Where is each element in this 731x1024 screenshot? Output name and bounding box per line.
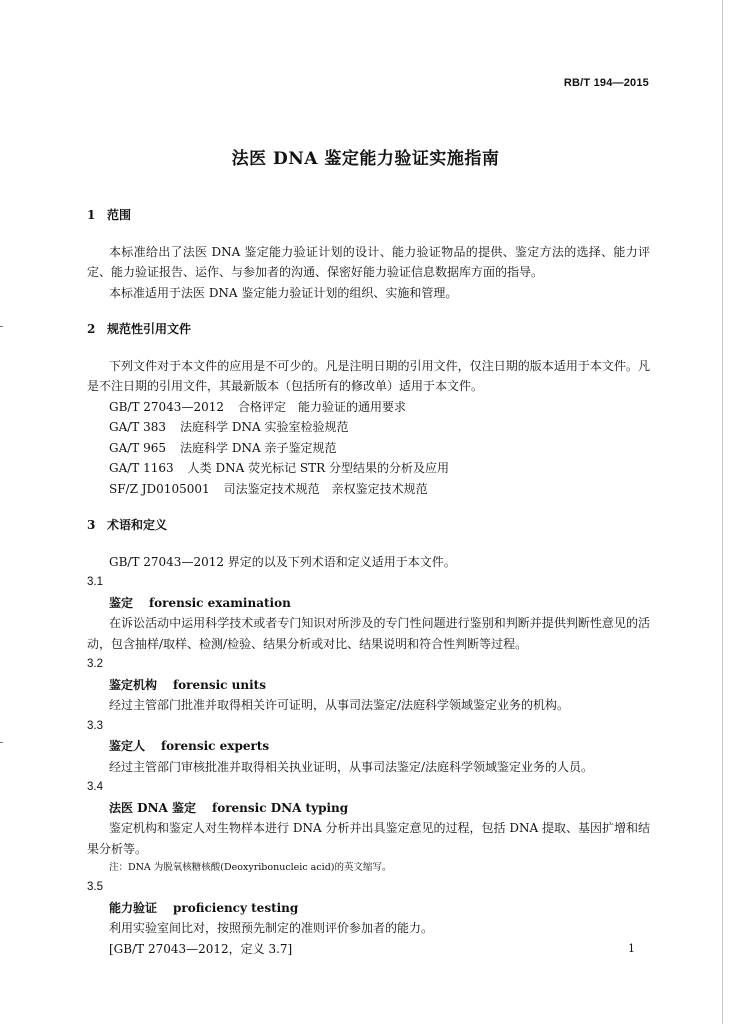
margin-tick: [0, 742, 3, 743]
term-entry: [87, 593, 650, 614]
reference-item: [87, 438, 650, 459]
term-zh: 能力验证: [109, 900, 158, 915]
term-en: forensic DNA typing: [212, 800, 349, 815]
term-entry: [87, 736, 650, 757]
paragraph: 本标准适用于法医 DNA 鉴定能力验证计划的组织、实施和管理。: [109, 285, 458, 300]
term-en: forensic experts: [161, 739, 270, 753]
term-en: forensic examination: [149, 595, 291, 610]
section-heading-references: [87, 319, 650, 340]
reference-item: [87, 479, 650, 500]
section-title: 规范性引用文件: [107, 322, 192, 336]
section-number: 2: [87, 322, 96, 336]
paragraph: 下列文件对于本文件的应用是不可少的。凡是注明日期的引用文件，仅注日期的版本适用于本文件。凡是不注日期的引用文件，其最新版本（包括所有的修改单）适用于本文件。: [87, 358, 650, 393]
reference-title: 人类 DNA 荧光标记 STR 分型结果的分析及应用: [187, 461, 449, 475]
reference-title: 法庭科学 DNA 实验室检验规范: [180, 420, 349, 434]
clause-number: 3.4: [87, 781, 103, 793]
document-title: 法医 DNA 鉴定能力验证实施指南: [231, 149, 500, 169]
term-en: proficiency testing: [173, 900, 299, 915]
reference-title: 司法鉴定技术规范 亲权鉴定技术规范: [223, 481, 428, 496]
reference-item: [87, 417, 650, 438]
reference-code: GA/T 383: [109, 420, 167, 434]
term-entry: [87, 898, 650, 919]
clause-number: 3.3: [87, 719, 103, 732]
term-zh: 鉴定: [109, 595, 134, 610]
term-en: forensic units: [173, 677, 266, 692]
page-number: 1: [628, 942, 635, 955]
term-source: [GB/T 27043—2012，定义 3.7]: [109, 941, 293, 956]
term-zh: 鉴定人: [109, 739, 146, 753]
reference-code: GA/T 1163: [109, 461, 174, 475]
section-title: 术语和定义: [107, 518, 168, 532]
paragraph: GB/T 27043—2012 界定的以及下列术语和定义适用于本文件。: [109, 554, 456, 569]
term-definition: 鉴定机构和鉴定人对生物样本进行 DNA 分析并出具鉴定意见的过程，包括 DNA 提取、基因扩增和结果分析等。: [87, 821, 650, 856]
term-note: 注：DNA 为脱氧核糖核酸(Deoxyribonucleic acid)的英文缩写。: [109, 862, 392, 873]
reference-title: 合格评定 能力验证的通用要求: [237, 399, 406, 414]
reference-code: GA/T 965: [109, 440, 167, 455]
section-number: 3: [87, 518, 96, 532]
term-entry: [87, 798, 650, 819]
term-zh: 鉴定机构: [109, 677, 158, 692]
term-zh: 法医 DNA 鉴定: [109, 800, 197, 815]
reference-item: [87, 397, 650, 418]
reference-title: 法庭科学 DNA 亲子鉴定规范: [180, 440, 337, 455]
section-heading-scope: [87, 205, 650, 226]
reference-item: [87, 458, 650, 479]
section-number: 1: [87, 208, 96, 222]
section-heading-terms: [87, 515, 650, 536]
term-definition: 经过主管部门审核批准并取得相关执业证明，从事司法鉴定/法庭科学领域鉴定业务的人员。: [109, 759, 594, 774]
section-title: 范围: [107, 208, 132, 222]
term-definition: 在诉讼活动中运用科学技术或者专门知识对所涉及的专门性问题进行鉴别和判断并提供判断性意见的活动，包含抽样/取样、检测/检验、结果分析或对比、结果说明和符合性判断等过程。: [87, 616, 650, 651]
term-definition: 利用实验室间比对，按照预先制定的准则评价参加者的能力。: [109, 921, 434, 935]
term-definition: 经过主管部门批准并取得相关许可证明，从事司法鉴定/法庭科学领域鉴定业务的机构。: [109, 698, 570, 712]
standard-code: RB/T 194—2015: [563, 77, 649, 89]
clause-number: 3.5: [87, 881, 103, 893]
paragraph: 本标准给出了法医 DNA 鉴定能力验证计划的设计、能力验证物品的提供、鉴定方法的选择、能力评定、能力验证报告、运作、与参加者的沟通、保密好能力验证信息数据库方面的指导。: [87, 244, 650, 279]
margin-tick: [0, 326, 3, 327]
reference-code: GB/T 27043—2012: [109, 399, 224, 414]
clause-number: 3.1: [87, 576, 103, 588]
term-entry: [87, 675, 650, 696]
reference-code: SF/Z JD0105001: [109, 481, 210, 496]
clause-number: 3.2: [87, 658, 103, 670]
document-body: [87, 205, 650, 959]
